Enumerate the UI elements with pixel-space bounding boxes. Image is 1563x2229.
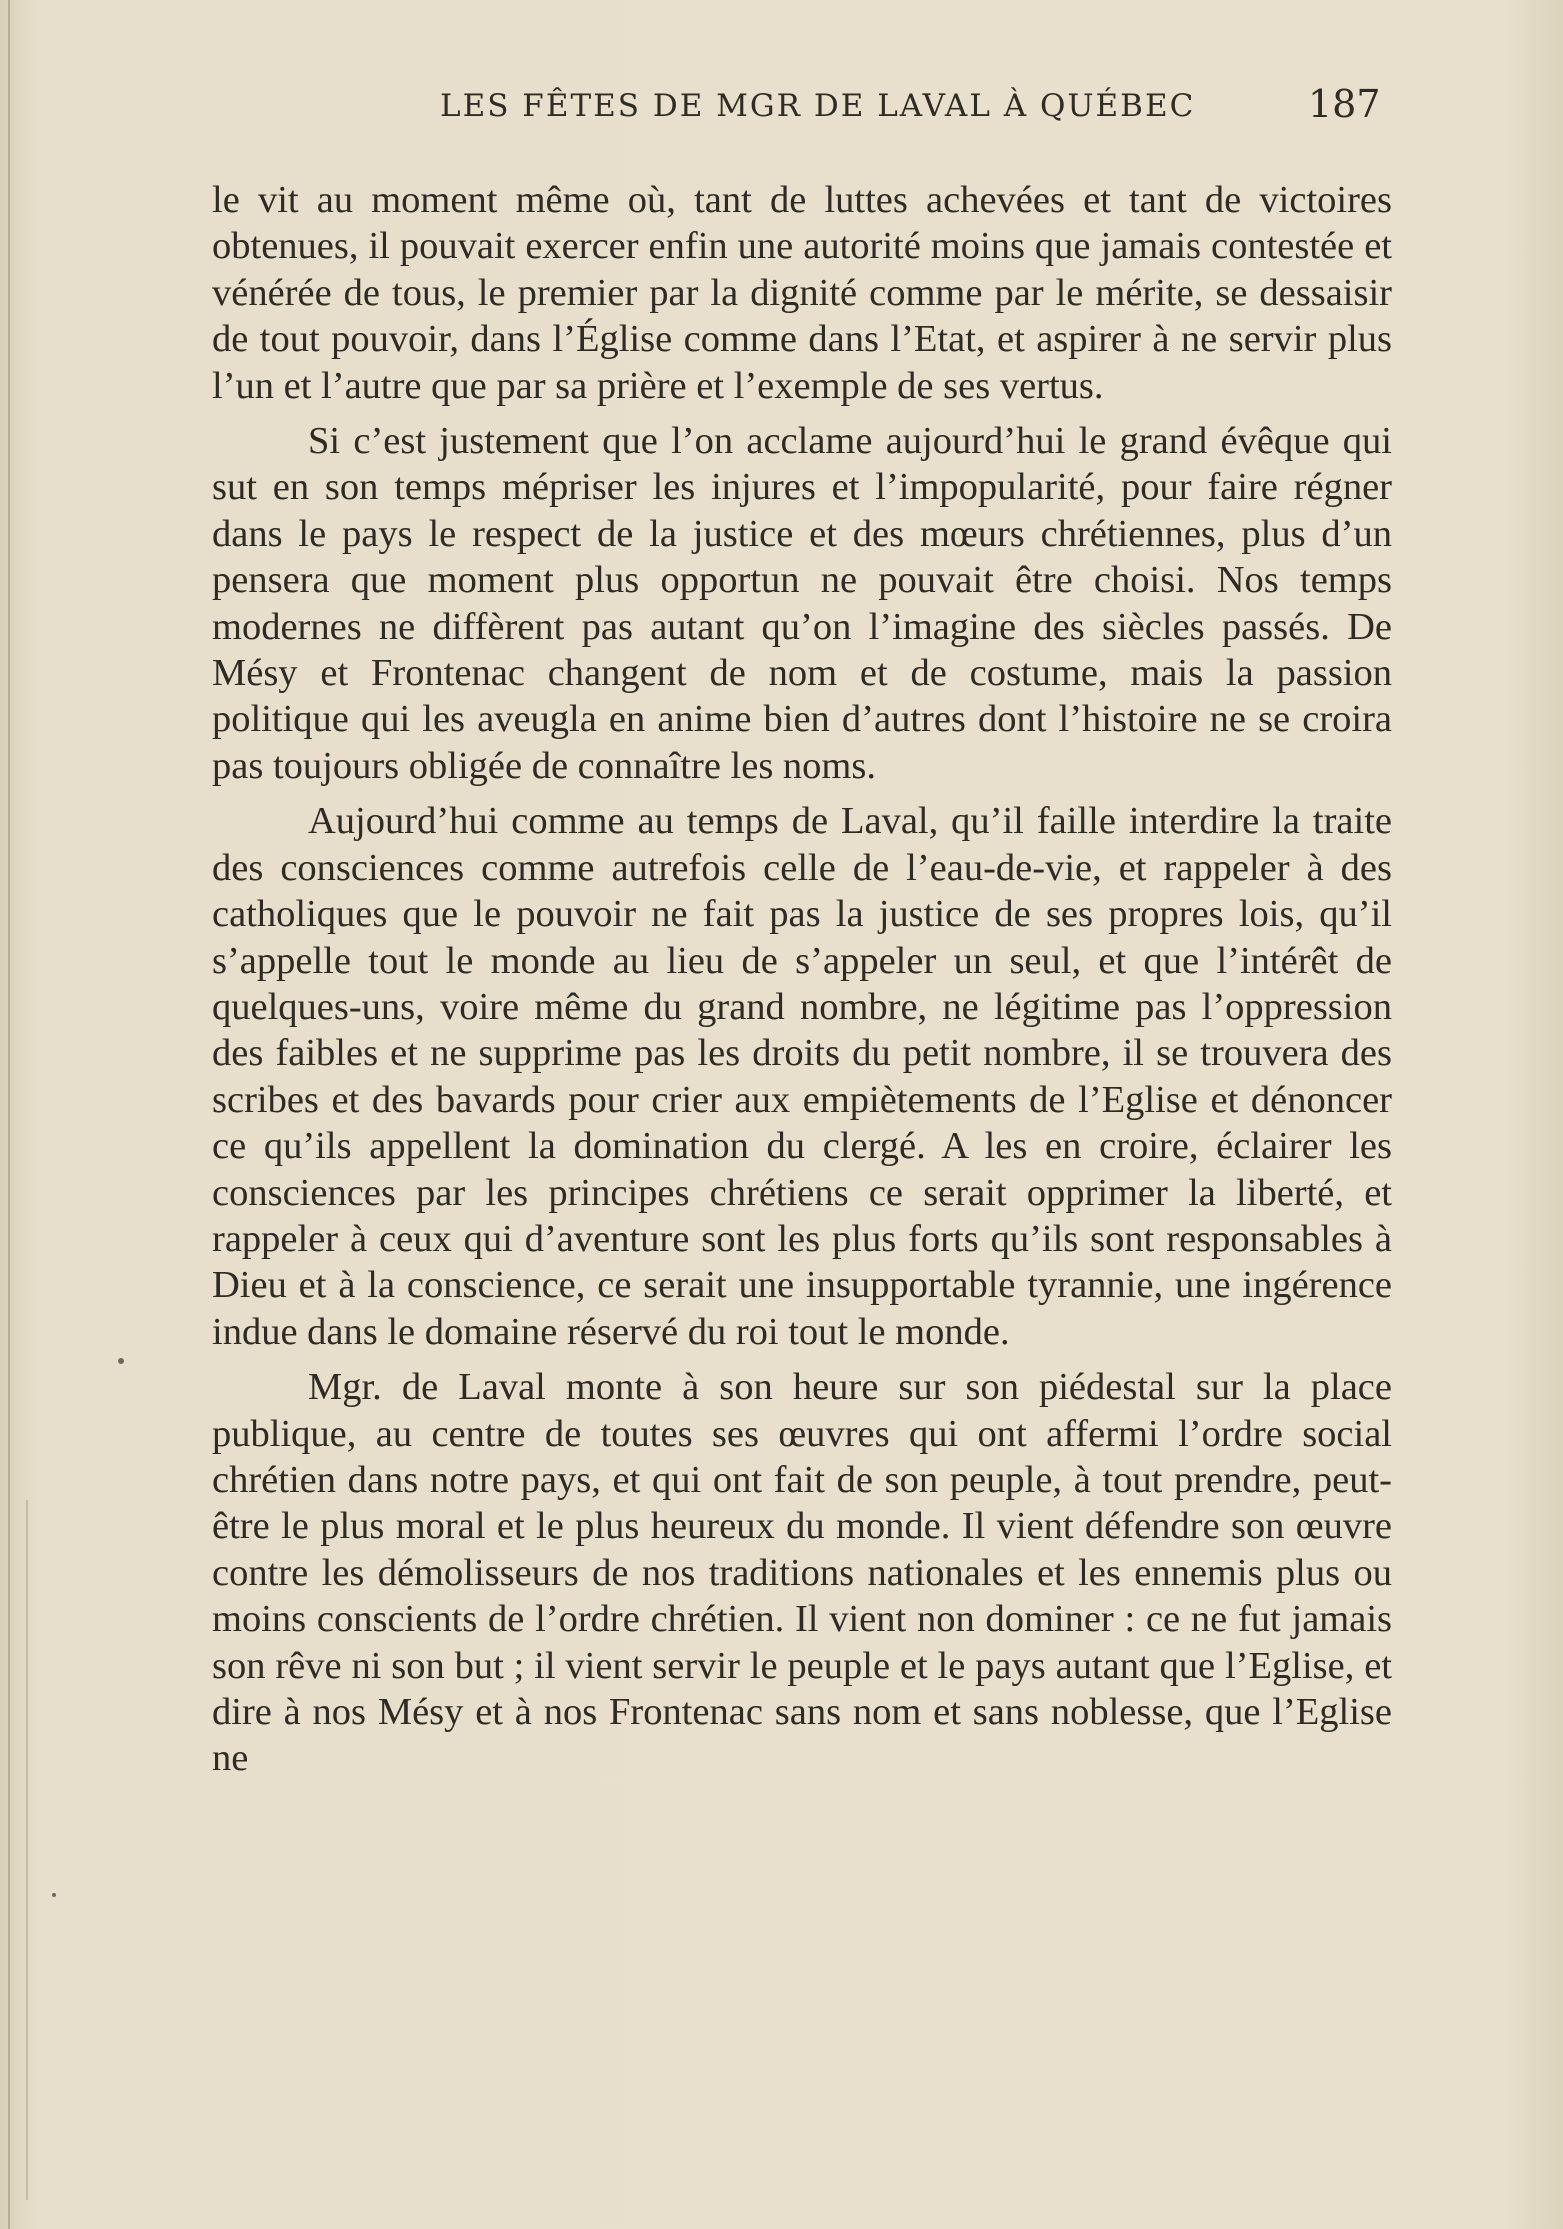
margin-speck — [52, 1893, 56, 1897]
spine-shadow-lower — [26, 1500, 28, 2200]
paragraph-1: le vit au moment même où, tant de luttes achevées et tant de victoires obtenues, il pouvait exercer enfin une autorité moins que jamais contestée et vénérée de tous, le premier par la dignité comme par le mérite, se dessaisir de tout pouvoir, dans l’Église comme dans l’Etat, et aspirer à ne servir plus l’un et l’autre que par sa prière et l’exemple de ses vertus. — [212, 179, 1392, 407]
page-number: 187 — [1308, 82, 1381, 126]
spine-shadow — [8, 0, 10, 2229]
running-title: LES FÊTES DE MGR DE LAVAL À QUÉBEC — [440, 88, 1196, 124]
body-text — [212, 177, 1392, 1782]
margin-speck — [118, 1358, 124, 1364]
paragraph-3: Aujourd’hui comme au temps de Laval, qu’il faille interdire la traite des consciences comme autrefois celle de l’eau-de-vie, et rappeler à des catholiques que le pouvoir ne fait pas la justice de ses propres lois, qu’il s’appelle tout le monde au lieu de s’appeler un seul, et que l’intérêt de quelques-uns, voire même du grand nombre, ne légitime pas l’oppression des faibles et ne supprime pas les droits du petit nombre, il se trouvera des scribes et des bavards pour crier aux empiètements de l’Eglise et dénoncer ce qu’ils appellent la domination du clergé. A les en croire, éclairer les consciences par les principes chrétiens ce serait opprimer la liberté, et rappeler à ceux qui d’aventure sont les plus forts qu’ils sont responsables à Dieu et à la conscience, ce serait une insupportable tyrannie, une ingérence indue dans le domaine réservé du roi tout le monde. — [212, 800, 1392, 1353]
paragraph-4: Mgr. de Laval monte à son heure sur son piédestal sur la place publique, au centre de toutes ses œuvres qui ont affermi l’ordre social chrétien dans notre pays, et qui ont fait de son peuple, à tout prendre, peut-être le plus moral et le plus heureux du monde. Il vient défendre son œuvre contre les démolisseurs de nos traditions nationales et les ennemis plus ou moins conscients de l’ordre chrétien. Il vient non dominer : ce ne fut jamais son rêve ni son but ; il vient servir le peuple et le pays autant que l’Eglise, et dire à nos Mésy et à nos Frontenac sans nom et sans noblesse, que l’Eglise ne — [212, 1366, 1392, 1780]
paragraph-2: Si c’est justement que l’on acclame aujourd’hui le grand évêque qui sut en son temps mépriser les injures et l’impopularité, pour faire régner dans le pays le respect de la justice et des mœurs chrétiennes, plus d’un pensera que moment plus opportun ne pouvait être choisi. Nos temps modernes ne diffèrent pas autant qu’on l’imagine des siècles passés. De Mésy et Frontenac changent de nom et de costume, mais la passion politique qui les aveugla en anime bien d’autres dont l’histoire ne se croira pas toujours obligée de connaître les noms. — [212, 420, 1392, 787]
